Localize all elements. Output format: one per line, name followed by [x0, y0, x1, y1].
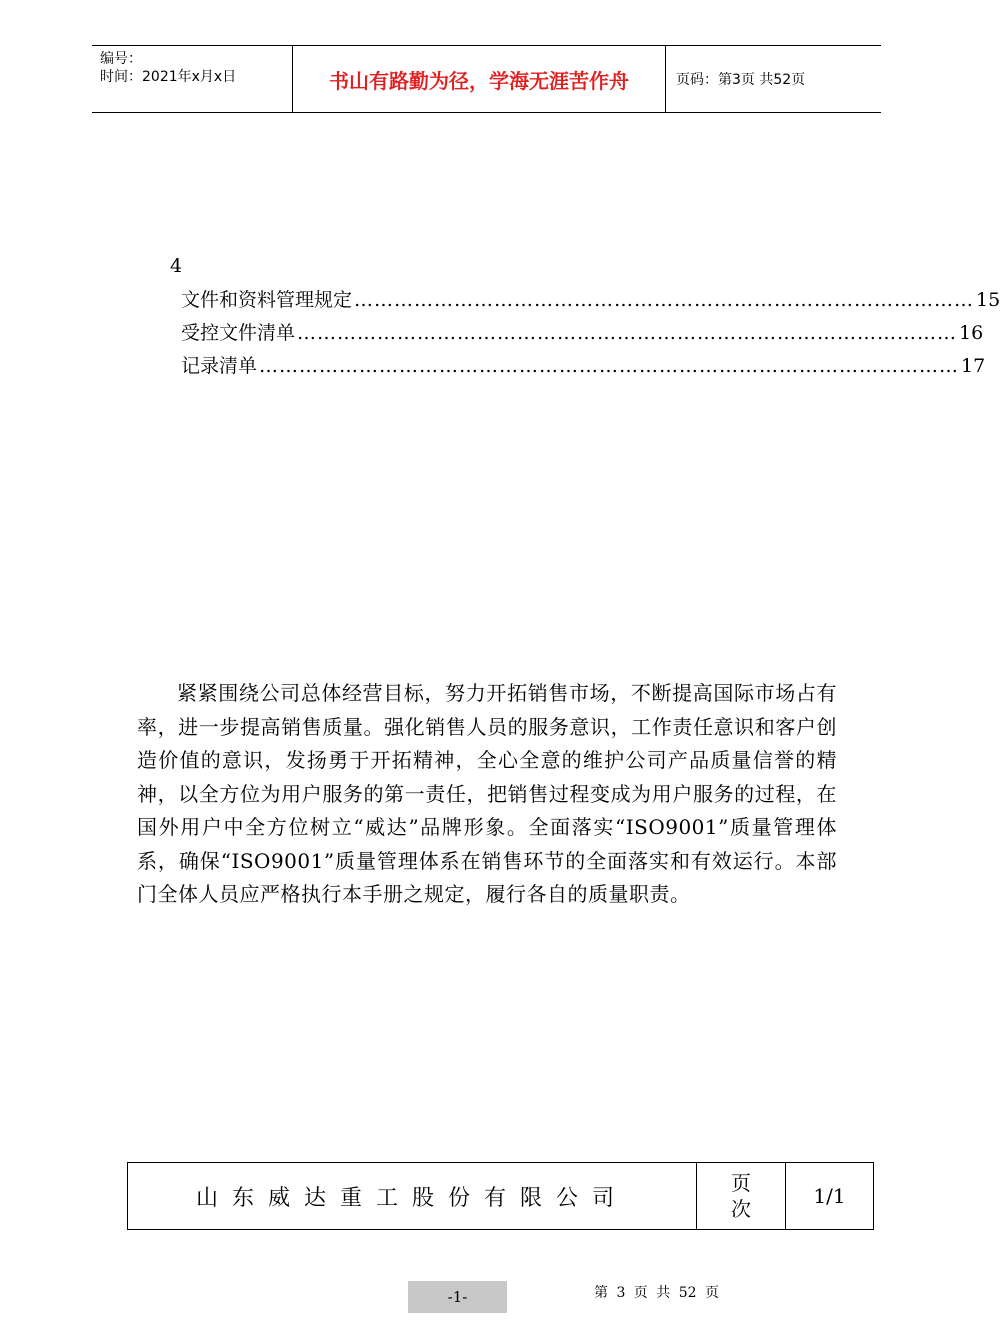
- time-text: 时间：2021年x月x日: [100, 69, 237, 85]
- toc-item-page: 16: [959, 322, 984, 344]
- toc-item-leader: ………………………………………………………………………………………: [297, 322, 958, 344]
- serial-label: 编号：: [100, 51, 142, 67]
- page-header: [92, 45, 881, 113]
- toc-item-leader: ……………………………………………………………………………………………: [259, 355, 960, 377]
- toc-item-page: 15: [976, 289, 1000, 311]
- toc-item[interactable]: [181, 350, 986, 383]
- toc-item-title: 记录清单: [181, 355, 258, 377]
- page-count-label-top: 页: [731, 1171, 751, 1195]
- toc-item[interactable]: [181, 317, 984, 350]
- page-count-value: 1/1: [813, 1184, 846, 1208]
- header-page-info: [666, 46, 881, 112]
- page-marker: -1-: [408, 1281, 507, 1313]
- page-info: 第 3 页 共 52 页: [594, 1285, 719, 1301]
- table-of-contents: [181, 284, 1000, 383]
- toc-item-title: 文件和资料管理规定: [181, 289, 353, 311]
- company-footer-table: [127, 1162, 874, 1230]
- toc-item-title: 受控文件清单: [181, 322, 296, 344]
- toc-section-number: 4: [170, 255, 183, 277]
- toc-item-page: 17: [961, 355, 986, 377]
- page-count-label: [697, 1163, 786, 1229]
- toc-item-leader: …………………………………………………………………………………: [354, 289, 975, 311]
- body-paragraph: 紧紧围绕公司总体经营目标，努力开拓销售市场，不断提高国际市场占有率，进一步提高销售质量。强化销售人员的服务意识，工作责任意识和客户创造价值的意识，发扬勇于开拓精神，全心全意的维护公司产品质量信誉的精神，以全方位为用户服务的第一责任，把销售过程变成为用户服务的过程，在国外用户中全方位树立“威达”品牌形象。全面落实“ISO9001”质量管理体系，确保“ISO9001”质量管理体系在销售环节的全面落实和有效运行。本部门全体人员应严格执行本手册之规定，履行各自的质量职责。: [137, 681, 837, 906]
- toc-item[interactable]: [181, 284, 1000, 317]
- header-page-text: 页码：第3页 共52页: [676, 72, 806, 88]
- header-meta: [92, 46, 293, 112]
- header-motto: 书山有路勤为径，学海无涯苦作舟: [293, 46, 666, 112]
- page-count-label-bottom: 次: [731, 1197, 751, 1221]
- company-name: 山东威达重工股份有限公司: [128, 1163, 697, 1229]
